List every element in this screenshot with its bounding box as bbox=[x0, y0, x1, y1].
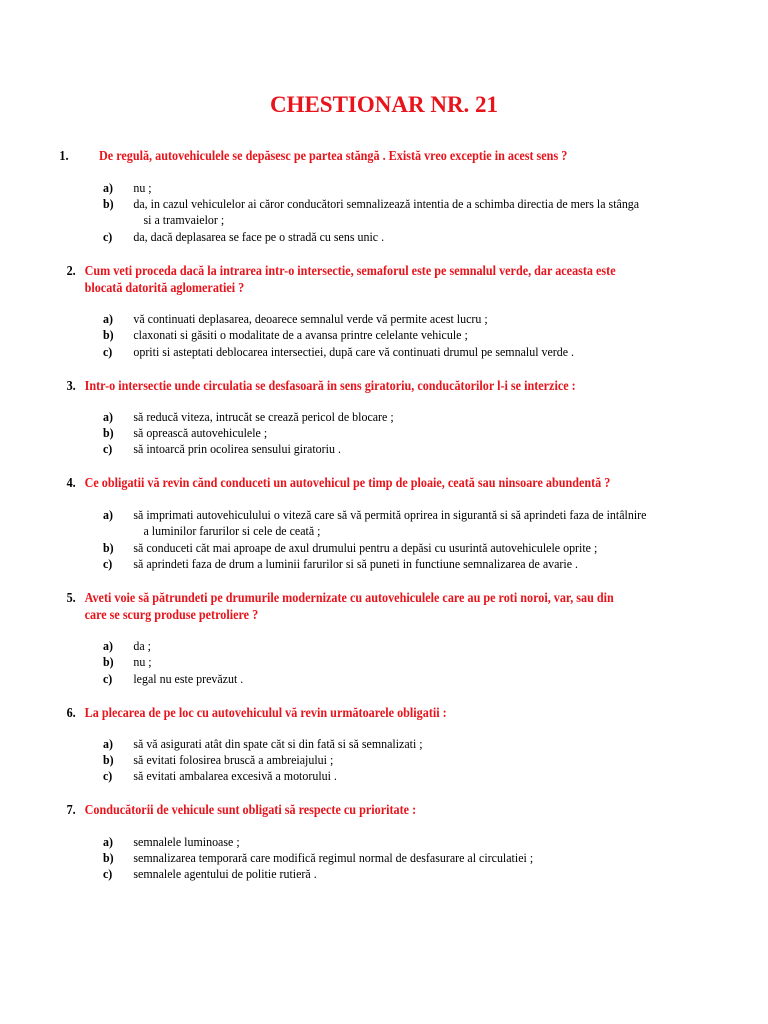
question-number: 3. bbox=[66, 378, 76, 393]
option-letter: b) bbox=[103, 327, 114, 342]
option-text: semnalizarea temporară care modifică regimul normal de desfasurare al circulatiei ; bbox=[133, 850, 534, 865]
option-letter: a) bbox=[103, 736, 113, 751]
option-letter: b) bbox=[103, 850, 114, 865]
question-text: Intr-o intersectie unde circulatia se desfasoară in sens giratoriu, conducătorilor l-i se interzice : bbox=[84, 378, 576, 393]
question-text: Ce obligatii vă revin cănd conduceti un autovehicul pe timp de ploaie, ceată sau ninsoare abundentă ? bbox=[84, 475, 611, 490]
option-letter: a) bbox=[103, 638, 113, 653]
page-title: CHESTIONAR NR. 21 bbox=[269, 92, 499, 117]
option-text: semnalele luminoase ; bbox=[133, 834, 240, 849]
option-text: semnalele agentului de politie rutieră . bbox=[133, 866, 317, 881]
option-letter: c) bbox=[103, 344, 113, 359]
question-text: Cum veti proceda dacă la intrarea intr-o intersectie, semaforul este pe semnalul verde, dar aceasta este bbox=[84, 263, 616, 278]
option-text: să evitati folosirea bruscă a ambreiajului ; bbox=[133, 752, 334, 767]
question-number: 2. bbox=[66, 263, 76, 278]
question-number: 5. bbox=[66, 590, 76, 605]
option-text: da ; bbox=[133, 638, 151, 653]
option-letter: b) bbox=[103, 196, 114, 211]
option-text: claxonati si găsiti o modalitate de a avansa printre celelante vehicule ; bbox=[133, 327, 468, 342]
option-text: nu ; bbox=[133, 654, 152, 669]
option-letter: c) bbox=[103, 556, 113, 571]
option-letter: c) bbox=[103, 768, 113, 783]
question-text-line2: care se scurg produse petroliere ? bbox=[84, 607, 259, 622]
question-text-line2: blocată datorită aglomeratiei ? bbox=[84, 280, 245, 295]
option-text: să imprimati autovehiculului o viteză care să vă permită oprirea in sigurantă si să aprindeti faza de intâlnire bbox=[133, 507, 647, 522]
question-number: 7. bbox=[66, 802, 76, 817]
option-letter: b) bbox=[103, 752, 114, 767]
option-letter: a) bbox=[103, 507, 113, 522]
option-text-line2: a luminilor farurilor si cele de ceată ; bbox=[143, 523, 321, 538]
option-text: să evitati ambalarea excesivă a motorului . bbox=[133, 768, 337, 783]
option-text: da, dacă deplasarea se face pe o stradă cu sens unic . bbox=[133, 229, 385, 244]
question-text: La plecarea de pe loc cu autovehiculul vă revin următoarele obligatii : bbox=[84, 705, 447, 720]
option-letter: c) bbox=[103, 671, 113, 686]
option-letter: b) bbox=[103, 540, 114, 555]
option-text: da, in cazul vehiculelor ai căror conducători semnalizează intentia de a schimba directia de mers la stânga bbox=[133, 196, 640, 211]
option-letter: b) bbox=[103, 425, 114, 440]
option-text-line2: si a tramvaielor ; bbox=[143, 212, 225, 227]
option-letter: b) bbox=[103, 654, 114, 669]
option-letter: c) bbox=[103, 441, 113, 456]
option-letter: c) bbox=[103, 229, 113, 244]
option-text: legal nu este prevăzut . bbox=[133, 671, 244, 686]
option-text: să reducă viteza, intrucăt se crează pericol de blocare ; bbox=[133, 409, 394, 424]
question-text: Conducătorii de vehicule sunt obligati să respecte cu prioritate : bbox=[84, 802, 417, 817]
option-letter: a) bbox=[103, 834, 113, 849]
question-number: 6. bbox=[66, 705, 76, 720]
option-text: să vă asigurati atât din spate căt si din fată si să semnalizati ; bbox=[133, 736, 423, 751]
option-text: opriti si asteptati deblocarea intersectiei, după care vă continuati drumul pe semnalul verde . bbox=[133, 344, 575, 359]
question-number: 4. bbox=[66, 475, 76, 490]
option-text: să oprească autovehiculele ; bbox=[133, 425, 268, 440]
option-text: vă continuati deplasarea, deoarece semnalul verde vă permite acest lucru ; bbox=[133, 311, 488, 326]
option-letter: a) bbox=[103, 180, 113, 195]
option-letter: a) bbox=[103, 409, 113, 424]
question-text: Aveti voie să pătrundeti pe drumurile modernizate cu autovehiculele care au pe roti noroi, var, sau din bbox=[84, 590, 614, 605]
option-letter: c) bbox=[103, 866, 113, 881]
option-text: să aprindeti faza de drum a luminii farurilor si să puneti in functiune semnalizarea de avarie . bbox=[133, 556, 579, 571]
option-text: nu ; bbox=[133, 180, 152, 195]
question-number: 1. bbox=[59, 148, 69, 163]
option-text: să intoarcă prin ocolirea sensului giratoriu . bbox=[133, 441, 341, 456]
question-text: De regulă, autovehiculele se depăsesc pe partea stăngă . Există vreo exceptie in acest sens ? bbox=[99, 148, 568, 163]
option-text: să conduceti căt mai aproape de axul drumului pentru a depăsi cu usurintă autovehiculele oprite ; bbox=[133, 540, 598, 555]
option-letter: a) bbox=[103, 311, 113, 326]
